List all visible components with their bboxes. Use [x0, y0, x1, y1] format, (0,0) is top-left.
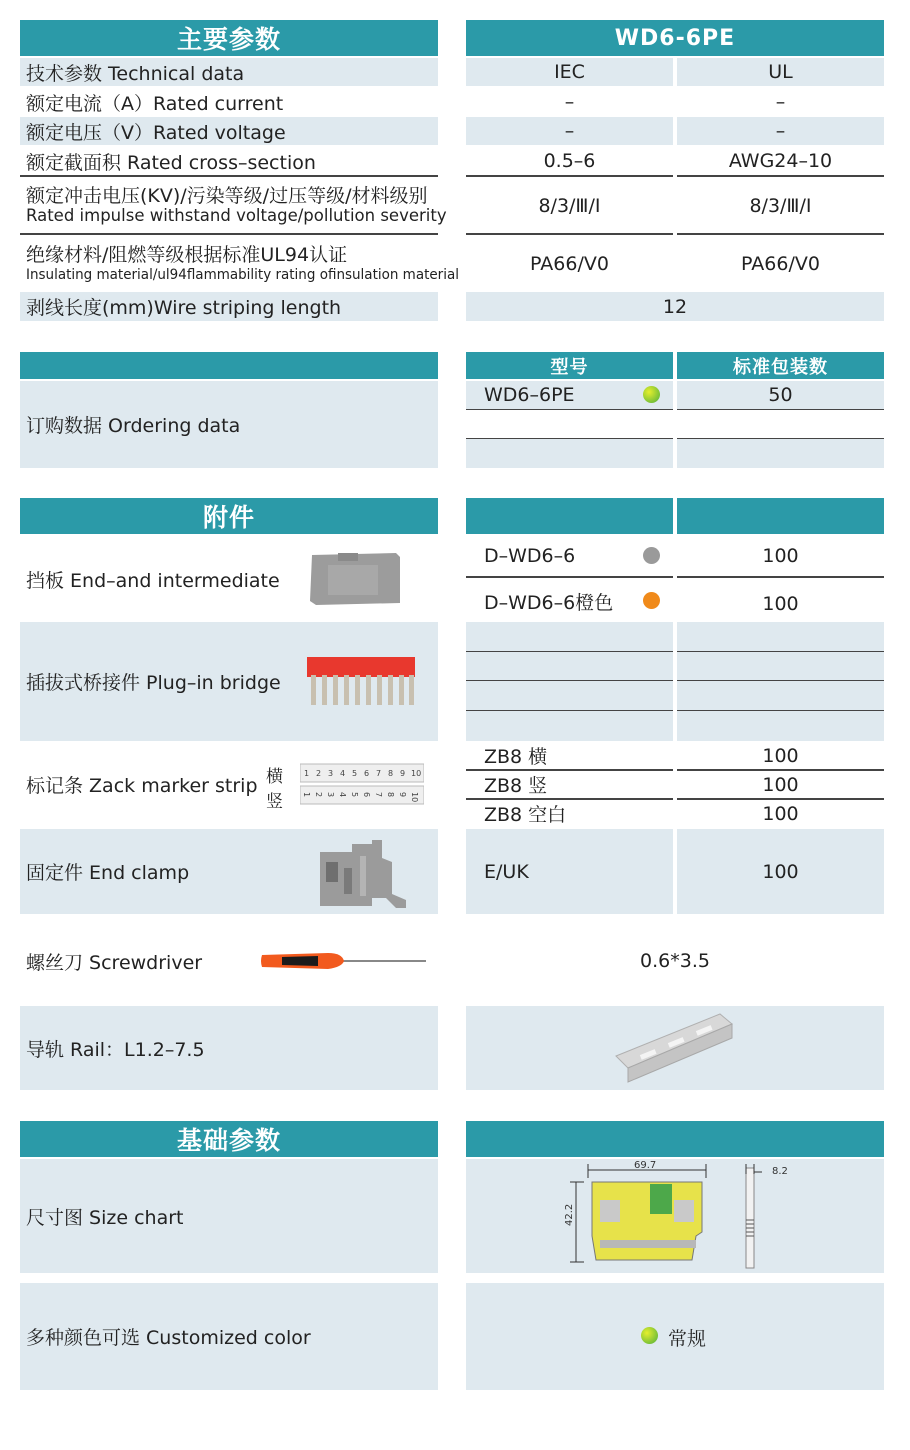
bridge-image	[305, 655, 417, 711]
dim-width: 69.7	[634, 1160, 657, 1171]
ul-header: UL	[768, 61, 793, 83]
order-pack: 50	[768, 384, 793, 406]
end-clamp-label: 固定件 End clamp	[26, 862, 190, 884]
rail-image	[612, 1012, 736, 1086]
orange-color-dot	[643, 592, 660, 609]
svg-text:9: 9	[400, 769, 406, 778]
cross-section-ul: AWG24–10	[728, 150, 833, 172]
impulse-voltage-label-en: Rated impulse withstand voltage/pollution severity	[26, 206, 447, 226]
svg-text:1: 1	[304, 769, 310, 778]
screwdriver-image	[258, 945, 428, 977]
ordering-data-label: 订购数据 Ordering data	[26, 415, 241, 437]
screwdriver-label: 螺丝刀 Screwdriver	[26, 951, 203, 974]
svg-text:4: 4	[340, 769, 346, 778]
rated-voltage-iec: –	[564, 120, 575, 142]
marker-strip-image	[300, 762, 424, 808]
svg-text:10: 10	[410, 792, 419, 803]
marker-item-1: ZB8 横	[484, 746, 548, 768]
svg-text:6: 6	[364, 769, 370, 778]
end-plate-label: 挡板 End–and intermediate	[26, 569, 280, 592]
marker-qty-2: 100	[762, 773, 799, 796]
size-chart-drawing	[562, 1160, 794, 1272]
rail-label: 导轨 Rail：L1.2–7.5	[26, 1038, 205, 1061]
impulse-voltage-label-cn: 额定冲击电压(KV)/污染等级/过压等级/材料级别	[26, 184, 428, 207]
strip-length-value: 12	[662, 295, 688, 318]
marker-qty-1: 100	[762, 744, 799, 767]
strip-length-label: 剥线长度(mm)Wire striping length	[26, 297, 342, 319]
marker-qty-3: 100	[762, 802, 799, 825]
end-plate-qty-2: 100	[762, 593, 799, 615]
end-clamp-name: E/UK	[484, 860, 529, 883]
svg-text:10: 10	[411, 769, 422, 778]
rated-voltage-label: 额定电压（V）Rated voltage	[26, 121, 286, 144]
svg-text:6: 6	[362, 792, 371, 798]
bridge-label: 插拔式桥接件 Plug–in bridge	[26, 672, 281, 694]
grey-color-dot	[643, 547, 660, 564]
end-plate-qty-1: 100	[762, 545, 799, 567]
svg-text:3: 3	[326, 792, 335, 798]
svg-text:5: 5	[352, 769, 358, 778]
params-header: 主要参数	[20, 20, 438, 56]
col-pack-header: 标准包装数	[677, 352, 884, 379]
rated-current-iec: –	[564, 91, 575, 113]
svg-text:1: 1	[302, 792, 311, 798]
marker-item-3: ZB8 空白	[484, 804, 567, 826]
svg-text:2: 2	[316, 769, 322, 778]
col-model-header: 型号	[466, 352, 673, 379]
dim-thickness: 8.2	[772, 1166, 788, 1177]
product-header: WD6-6PE	[466, 20, 884, 56]
end-plate-item-2: D–WD6–6橙色	[484, 591, 614, 614]
marker-strip-label: 标记条 Zack marker strip	[26, 775, 258, 797]
svg-text:3: 3	[328, 769, 334, 778]
insulation-label-en: Insulating material/ul94flammability rating ofinsulation material	[26, 266, 459, 283]
green-yellow-color-dot	[643, 386, 660, 403]
customized-color-label: 多种颜色可选 Customized color	[26, 1327, 311, 1349]
impulse-voltage-ul: 8/3/Ⅲ/Ⅰ	[749, 195, 812, 217]
rated-voltage-ul: –	[775, 120, 786, 142]
end-clamp-image	[316, 838, 408, 910]
cross-section-label: 额定截面积 Rated cross–section	[26, 151, 316, 174]
marker-item-2: ZB8 竖	[484, 775, 548, 797]
insulation-label-cn: 绝缘材料/阻燃等级根据标准UL94认证	[26, 243, 348, 266]
end-plate-image	[308, 551, 402, 607]
svg-text:7: 7	[374, 792, 383, 798]
cross-section-iec: 0.5–6	[543, 150, 596, 172]
svg-text:9: 9	[398, 792, 407, 798]
basics-header: 基础参数	[20, 1121, 438, 1157]
iec-header: IEC	[554, 61, 585, 83]
svg-text:5: 5	[350, 792, 359, 798]
rated-current-label: 额定电流（A）Rated current	[26, 92, 284, 115]
accessories-header: 附件	[20, 498, 438, 534]
end-plate-item-1: D–WD6–6	[484, 545, 576, 567]
screwdriver-value: 0.6*3.5	[640, 950, 710, 972]
svg-text:7: 7	[376, 769, 382, 778]
svg-text:8: 8	[386, 792, 395, 798]
insulation-ul: PA66/V0	[741, 253, 820, 275]
technical-data-label: 技术参数 Technical data	[26, 62, 245, 85]
marker-vertical-label: 竖	[266, 792, 283, 812]
end-clamp-qty: 100	[762, 860, 799, 883]
svg-text:4: 4	[338, 792, 347, 798]
impulse-voltage-iec: 8/3/Ⅲ/Ⅰ	[538, 195, 601, 217]
marker-horizontal-label: 横	[266, 767, 283, 787]
size-chart-label: 尺寸图 Size chart	[26, 1206, 184, 1229]
rated-current-ul: –	[775, 91, 786, 113]
insulation-label	[20, 238, 459, 290]
standard-color-dot	[641, 1327, 658, 1344]
svg-text:2: 2	[314, 792, 323, 798]
svg-text:8: 8	[388, 769, 394, 778]
impulse-voltage-label	[20, 180, 447, 232]
dim-height: 42.2	[564, 1203, 575, 1226]
insulation-iec: PA66/V0	[530, 253, 609, 275]
order-model: WD6–6PE	[484, 384, 575, 406]
standard-color-name: 常规	[668, 1328, 707, 1350]
